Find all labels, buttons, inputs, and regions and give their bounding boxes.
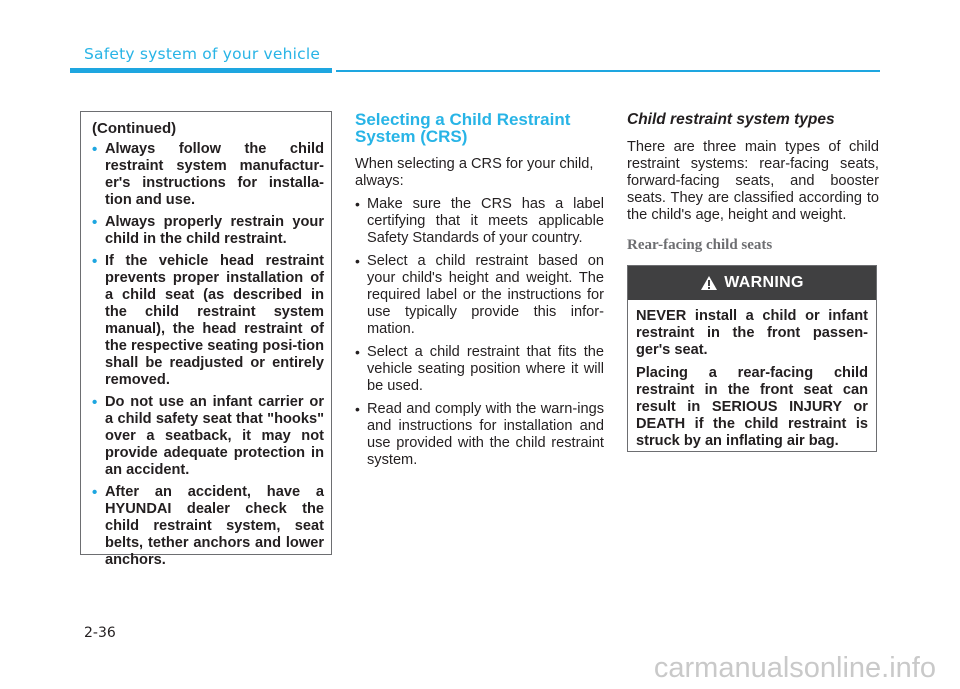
- list-item: • Do not use an infant carrier or a child safety seat that "hooks" over a seatback, it may not provide adequate protection in an accident.: [92, 394, 324, 478]
- bullet-icon: •: [355, 344, 360, 360]
- crs-selection-section: [355, 111, 604, 475]
- bullet-icon: •: [355, 196, 360, 212]
- section-heading: Selecting a Child Restraint System (CRS): [355, 110, 571, 146]
- bullet-icon: •: [92, 484, 98, 501]
- list-item: • After an accident, have a HYUNDAI dealer check the child restraint system, seat belts, tether anchors and lower anchors.: [92, 484, 324, 568]
- header-rule-thick: [70, 68, 332, 73]
- section-heading: Child restraint system types: [627, 111, 835, 128]
- types-paragraph: There are three main types of child restraint systems: rear-facing seats, forward-facing seats, and booster seats. They are classified according to the child's age, height and weight.: [627, 139, 879, 223]
- warning-triangle-icon: [700, 275, 718, 291]
- list-item: • If the vehicle head restraint prevents proper installation of a child seat (as described in the child restraint system manual), the head restraint of the respective seating posi-tion shall be readjusted or entirely removed.: [92, 253, 324, 388]
- bullet-icon: •: [92, 394, 98, 411]
- warning-header: [628, 266, 876, 300]
- list-item: • Make sure the CRS has a label certifying that it meets applicable Safety Standards of your country.: [355, 196, 604, 246]
- warning-box: [627, 265, 877, 452]
- caution-list: [92, 141, 324, 574]
- warning-paragraph: Placing a rear-facing child restraint in the front seat can result in SERIOUS INJURY or DEATH if the child restraint is struck by an inflating air bag.: [636, 365, 868, 449]
- subheading-rear-facing: Rear-facing child seats: [627, 237, 773, 253]
- list-item: • Always follow the child restraint system manufactur-er's instructions for installa-tion and use.: [92, 141, 324, 208]
- section-title: Safety system of your vehicle: [84, 45, 321, 63]
- caution-continued-box: [80, 111, 332, 568]
- list-item: • Read and comply with the warn-ings and instructions for installation and use provided with the child restraint system.: [355, 401, 604, 468]
- watermark: carmanualsonline.info: [653, 652, 936, 684]
- crs-types-section: [627, 111, 879, 253]
- bullet-icon: •: [355, 401, 360, 417]
- list-item: • Select a child restraint that fits the vehicle seating position where it will be used.: [355, 344, 604, 394]
- crs-list: [355, 196, 604, 469]
- intro-text: When selecting a CRS for your child, always:: [355, 156, 594, 189]
- warning-body: [636, 308, 868, 456]
- bullet-icon: •: [355, 253, 360, 269]
- list-item: • Select a child restraint based on your child's height and weight. The required label or the instructions for use typically provide this infor-mation.: [355, 253, 604, 337]
- header-rule-thin: [336, 70, 880, 72]
- warning-title: WARNING: [724, 274, 804, 291]
- warning-paragraph: NEVER install a child or infant restraint in the front passen-ger's seat.: [636, 308, 868, 358]
- bullet-icon: •: [92, 141, 98, 158]
- bullet-icon: •: [92, 253, 98, 270]
- bullet-icon: •: [92, 214, 98, 231]
- continued-label: (Continued): [92, 120, 177, 137]
- page-number: 2-36: [84, 625, 116, 641]
- list-item: • Always properly restrain your child in the child restraint.: [92, 214, 324, 247]
